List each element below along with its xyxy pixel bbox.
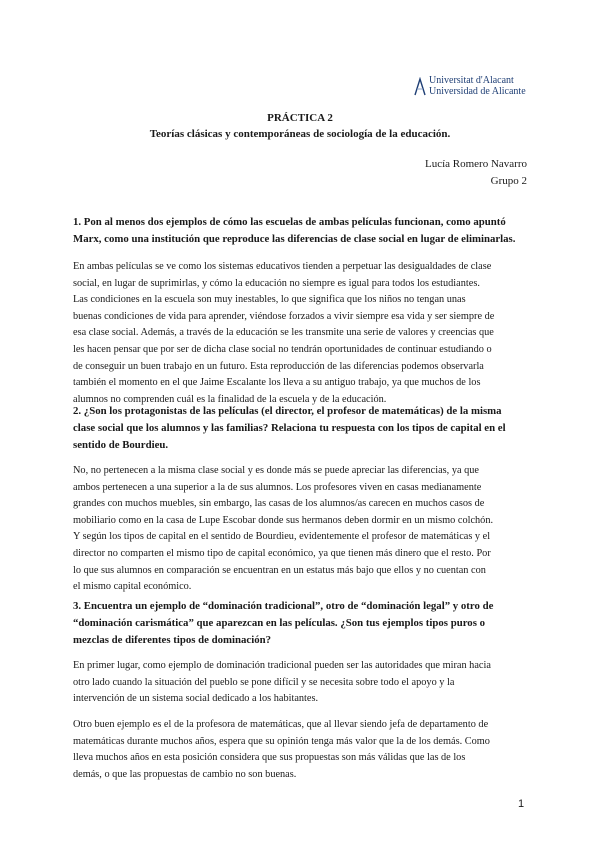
author-group: Grupo 2 <box>490 175 527 187</box>
answer-1-line: esa clase social. Además, a través de la educación se les transmite una serie de valores y creencias que <box>73 327 494 339</box>
answer-1-line: alumnos no comprenden cuál es la finalidad de la escuela y de la educación. <box>73 393 387 405</box>
answer-1-line: En ambas películas se ve como los sistemas educativos tienden a perpetuar las desigualdades de clase <box>73 261 492 272</box>
answer-2-line: director no comparten el mismo tipo de capital económico, ya que tienen más dinero que el resto. Por <box>73 547 491 559</box>
answer-3a-line: En primer lugar, como ejemplo de dominación tradicional pueden ser las autoridades que miran hacia <box>73 660 491 671</box>
question-3-line: mezclas de diferentes tipos de dominación? <box>73 634 272 646</box>
author-name: Lucía Romero Navarro <box>424 158 527 170</box>
question-2-line: sentido de Bourdieu. <box>73 439 169 451</box>
answer-3b-line: lleva muchos años en esta posición considera que sus propuestas son más válidas que las de los <box>73 752 466 764</box>
answer-2 <box>73 463 533 596</box>
logo-text <box>429 75 526 97</box>
document-title: PRÁCTICA 2 <box>267 112 333 124</box>
answer-3a-line: intervención de un sistema social dedicado a los habitantes. <box>73 693 319 705</box>
answer-1-line: social, en lugar de suprimirlas, y cómo la educación no siempre es igual para todos los estudiantes. <box>73 277 480 289</box>
question-1-line: Marx, como una institución que reproduce las diferencias de clase social en lugar de eliminarlas. <box>73 233 516 245</box>
answer-1-line: también el momento en el que Jaime Escalante los lleva a su antiguo trabajo, ya que muchos de los <box>73 377 481 389</box>
answer-3b-line: demás, o que las propuestas de cambio no son buenas. <box>73 768 297 780</box>
answer-1-line: Las condiciones en la escuela son muy inestables, lo que significa que los niños no tengan unas <box>73 294 466 306</box>
question-3-line: “dominación carismática” que aparezcan en las películas. ¿Son tus ejemplos tipos puros o <box>73 617 486 629</box>
question-2-line: clase social que los alumnos y las familias? Relaciona tu respuesta con los tipos de capital en el <box>73 422 506 434</box>
answer-2-line: ambos pertenecen a una superior a la de sus alumnos. Los profesores viven en casas medianamente <box>73 481 482 493</box>
answer-3b-line: Otro buen ejemplo es el de la profesora de matemáticas, que al llevar siendo jefa de departamento de <box>73 719 489 730</box>
question-2-line: 2. ¿Son los protagonistas de las películas (el director, el profesor de matemáticas) de la misma <box>73 405 502 417</box>
answer-2-line: Y según los tipos de capital en el sentido de Bourdieu, evidentemente el profesor de matemáticas y el <box>73 531 491 543</box>
answer-2-line: grandes con muchos muebles, sin embargo, las casas de los alumnos/as carecen en muchos casos de <box>73 498 485 510</box>
question-2 <box>73 403 533 454</box>
answer-2-line: el mismo capital económico. <box>73 581 192 593</box>
logo-line-2: Universidad de Alicante <box>429 86 526 97</box>
university-logo <box>414 75 534 101</box>
page-number: 1 <box>518 798 525 810</box>
answer-2-line: No, no pertenecen a la misma clase social y es donde más se puede apreciar las diferencias, ya que <box>73 465 479 476</box>
question-3-line: 3. Encuentra un ejemplo de “dominación tradicional”, otro de “dominación legal” y otro de <box>73 600 494 612</box>
answer-1-line: de conseguir un buen trabajo en un futuro. Esta reproducción de las diferencias podemos observarla <box>73 360 484 372</box>
answer-3b-line: matemáticas durante muchos años, espera que su opinión tenga más valor que la de los demás. Como <box>73 735 490 747</box>
answer-1-line: les hacen pensar que por ser de dicha clase social no tendrán oportunidades de continuar estudiando o <box>73 343 492 355</box>
answer-3-paragraph-1 <box>73 658 533 708</box>
question-1-line: 1. Pon al menos dos ejemplos de cómo las escuelas de ambas películas funcionan, como apuntó <box>73 216 506 228</box>
university-emblem-icon <box>414 77 426 97</box>
answer-1 <box>73 259 533 408</box>
answer-2-line: lo que sus alumnos en comparación se encuentran en un estatus más bajo que ellos y no cuentan con <box>73 564 486 576</box>
answer-3-paragraph-2 <box>73 717 533 783</box>
question-1 <box>73 214 533 248</box>
answer-3a-line: otro lado cuando la situación del pueblo se pone difícil y se necesita sobre todo el apoyo y la <box>73 676 455 688</box>
question-3 <box>73 598 533 649</box>
logo-line-1: Universitat d'Alacant <box>429 75 514 86</box>
answer-2-line: mobiliario como en la casa de Lupe Escobar donde sus hermanos deben dormir en un mismo colchón. <box>73 514 494 526</box>
answer-1-line: buenas condiciones de vida para aprender, viéndose forzados a vivir siempre esa vida y ser siempre de <box>73 310 495 322</box>
document-subtitle: Teorías clásicas y contemporáneas de sociología de la educación. <box>149 128 451 140</box>
